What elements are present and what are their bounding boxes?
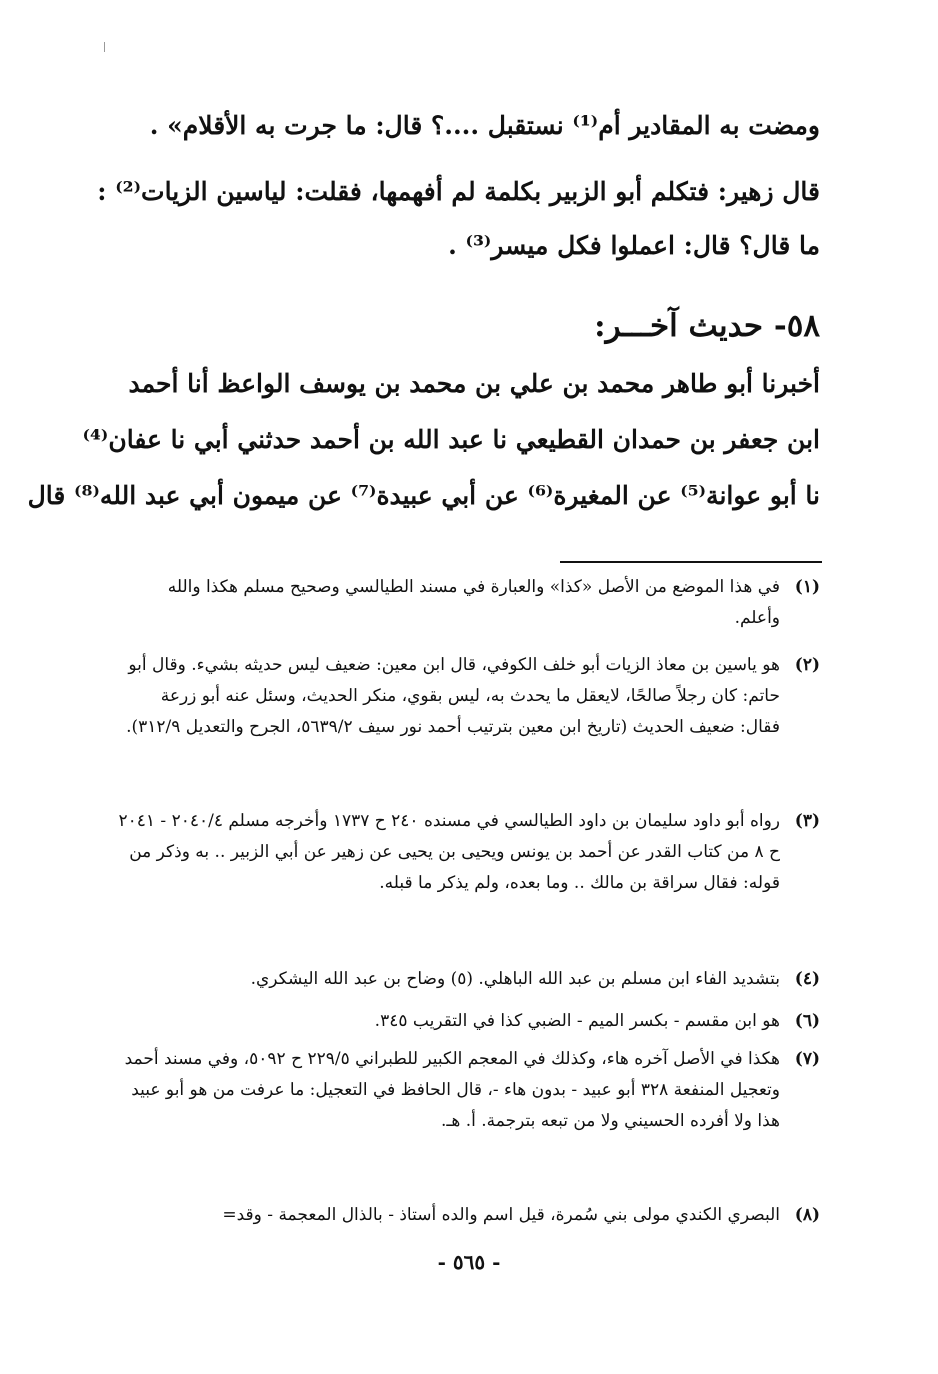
footnote-number: (٧) bbox=[794, 1049, 820, 1069]
footnote-2 bbox=[117, 650, 820, 743]
footnote-number: (٣) bbox=[794, 811, 820, 831]
footnote-4-5 bbox=[117, 964, 820, 995]
hadith-line-1: أخبرنا أبو طاهر محمد بن علي بن محمد بن يوسف الواعظ أنا أحمد bbox=[128, 369, 820, 398]
main-text-line-3: ما قال؟ قال: اعملوا فكل ميسر⁽³⁾ . bbox=[448, 231, 820, 260]
footnote-text: هكذا في الأصل آخره هاء، وكذلك في المعجم الكبير للطبراني ٢٢٩/٥ ح ٥٠٩٢، وفي مسند أحمد وتعجيل المنفعة ٣٢٨ أبو عبيد - بدون هاء -، قال الحافظ في التعجيل: ما عرفت من هو أبو عبيد هذا ولا أفرده الحسيني ولا من تبعه بترجمة. أ. هـ. bbox=[124, 1049, 780, 1131]
footnote-6 bbox=[117, 1006, 820, 1037]
page-number: - ٥٦٥ - bbox=[437, 1250, 501, 1274]
footnote-7 bbox=[117, 1044, 820, 1137]
footnote-text: البصري الكندي مولى بني سُمرة، قيل اسم والده أستاذ - بالذال المعجمة - وقد= bbox=[222, 1205, 780, 1225]
footnote-1 bbox=[117, 572, 820, 634]
footnote-text: هو ياسين بن معاذ الزيات أبو خلف الكوفي، قال ابن معين: ضعيف ليس حديثه بشيء. وقال أبو حاتم: كان رجلاً صالحًا، لايعقل ما يحدث به، ليس بقوي، منكر الحديث، وسئل عنه أبو زرعة فقال: ضعيف الحديث (تاريخ ابن معين بترتيب أحمد نور سيف ٥٦٣٩/٢، الجرح والتعديل ٣١٢/٩). bbox=[126, 655, 780, 737]
footnote-number: (١) bbox=[794, 577, 820, 597]
scan-mark bbox=[104, 42, 105, 52]
footnote-text: في هذا الموضع من الأصل «كذا» والعبارة في مسند الطيالسي وصحيح مسلم هكذا والله وأعلم. bbox=[167, 577, 780, 628]
section-heading: ٥٨- حديث آخـــر: bbox=[594, 308, 820, 344]
main-text-line-2: قال زهير: فتكلم أبو الزبير بكلمة لم أفهمها، فقلت: لياسين الزيات⁽²⁾ : bbox=[97, 177, 820, 206]
footnote-3 bbox=[117, 806, 820, 899]
footnote-text: رواه أبو داود سليمان بن داود الطيالسي في مسنده ٢٤٠ ح ١٧٣٧ وأخرجه مسلم ٢٠٤٠/٤ - ٢٠٤١ ح ٨ من كتاب القدر عن أحمد بن يونس ويحيى بن يحيى عن زهير عن أبي الزبير .. به وذكر من قوله: فقال سراقة بن مالك .. وما بعده، ولم يذكر ما قبله. bbox=[118, 811, 780, 893]
hadith-line-2: ابن جعفر بن حمدان القطيعي نا عبد الله بن أحمد حدثني أبي نا عفان⁽⁴⁾ bbox=[82, 425, 820, 454]
hadith-line-3: نا أبو عوانة⁽⁵⁾ عن المغيرة⁽⁶⁾ عن أبي عبيدة⁽⁷⁾ عن ميمون أبي عبد الله⁽⁸⁾ قال bbox=[27, 481, 820, 510]
main-text-line-1: ومضت به المقادير أم⁽¹⁾ نستقبل ....؟ قال: ما جرت به الأقلام» . bbox=[149, 111, 820, 140]
footnote-number: (٦) bbox=[794, 1011, 820, 1031]
footnote-separator bbox=[560, 561, 822, 563]
footnote-number: (٨) bbox=[794, 1205, 820, 1225]
footnote-text: بتشديد الفاء ابن مسلم بن عبد الله الباهلي. (٥) وضاح بن عبد الله اليشكري. bbox=[250, 969, 780, 989]
footnote-text: هو ابن مقسم - بكسر الميم - الضبي كذا في التقريب ٣٤٥. bbox=[374, 1011, 780, 1031]
footnote-number: (٤) bbox=[794, 969, 820, 989]
footnote-8 bbox=[117, 1200, 820, 1231]
footnote-number: (٢) bbox=[794, 655, 820, 675]
